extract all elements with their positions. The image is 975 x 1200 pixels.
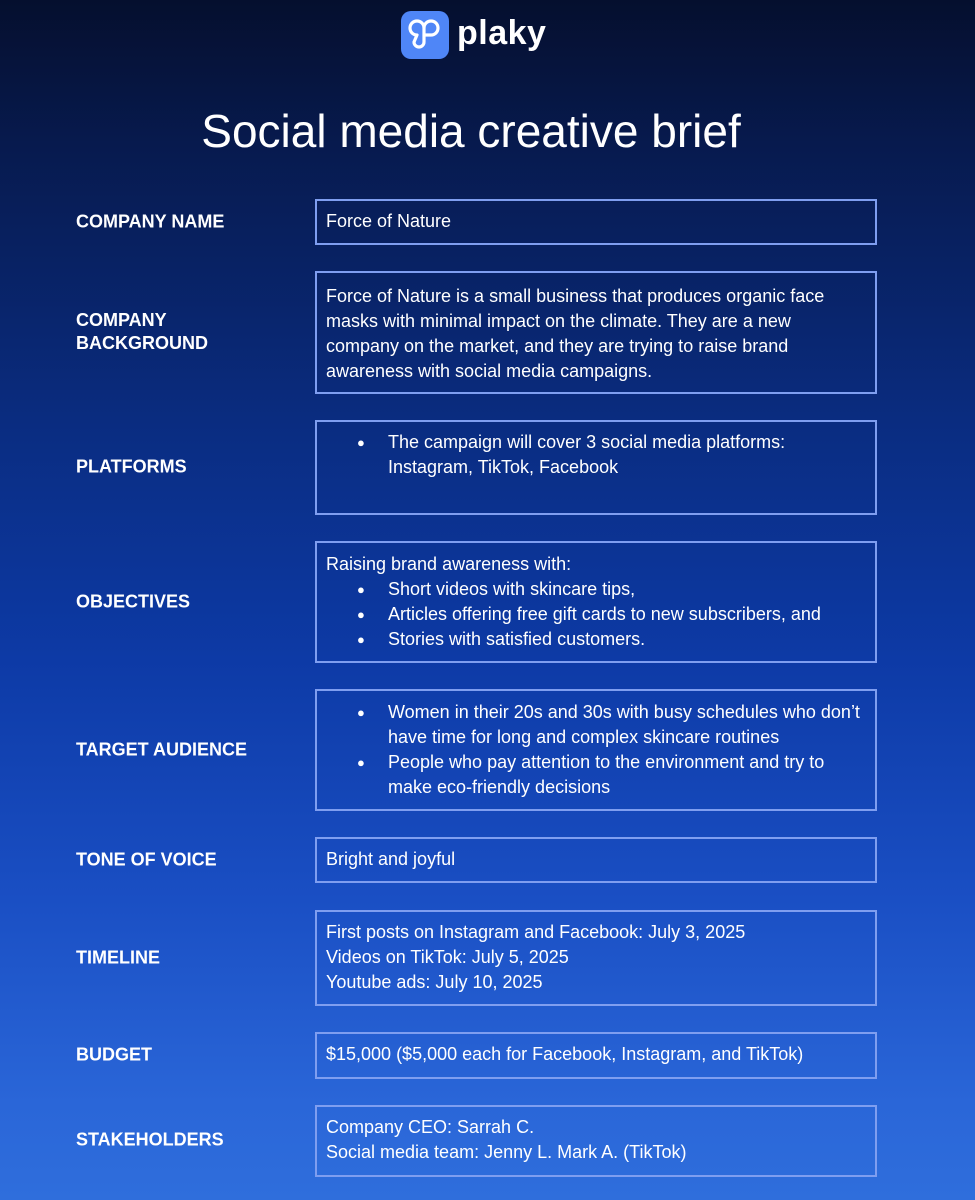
timeline-line: First posts on Instagram and Facebook: July 3, 2025 — [326, 922, 746, 942]
timeline-line: Youtube ads: July 10, 2025 — [326, 972, 543, 992]
bullet-list — [326, 577, 866, 652]
bullet-item: ● Articles offering free gift cards to new subscribers, and — [326, 602, 866, 627]
field-value-box[interactable] — [315, 271, 877, 394]
field-label: STAKEHOLDERS — [76, 1129, 224, 1150]
timeline-line: Videos on TikTok: July 5, 2025 — [326, 947, 569, 967]
field-label: OBJECTIVES — [76, 591, 191, 612]
bullet-item: ● Short videos with skincare tips, — [326, 577, 866, 602]
field-value-box[interactable] — [315, 910, 877, 1006]
field-label: COMPANY BACKGROUND — [76, 310, 208, 353]
field-intro: Raising brand awareness with: — [326, 554, 572, 574]
bullet-item: ● Women in their 20s and 30s with busy schedules who don’t have time for long and complex skincare routines — [326, 700, 866, 750]
field-value-box[interactable] — [315, 199, 877, 245]
field-label: TIMELINE — [76, 947, 160, 968]
field-value: Force of Nature is a small business that produces organic face masks with minimal impact on the climate. They are a new company on the market, and they are trying to raise brand awareness with social media campaigns. — [326, 286, 825, 381]
field-value-box[interactable] — [315, 1032, 877, 1079]
field-label: TONE OF VOICE — [76, 849, 217, 870]
bullet-item: ● Stories with satisfied customers. — [326, 627, 866, 652]
stakeholder-line: Social media team: Jenny L. Mark A. (TikTok) — [326, 1142, 687, 1162]
bullet-list — [326, 430, 866, 480]
field-label: PLATFORMS — [76, 456, 187, 477]
field-value-box[interactable] — [315, 837, 877, 883]
plaky-logo-icon — [401, 11, 449, 59]
field-value-box[interactable] — [315, 420, 877, 515]
field-value-box[interactable] — [315, 541, 877, 663]
field-value: Force of Nature — [326, 211, 452, 231]
stakeholder-line: Company CEO: Sarrah C. — [326, 1117, 535, 1137]
field-value-box[interactable] — [315, 1105, 877, 1177]
field-label: TARGET AUDIENCE — [76, 739, 247, 760]
field-value-box[interactable] — [315, 689, 877, 811]
brand-logo — [401, 11, 546, 59]
field-value: $15,000 ($5,000 each for Facebook, Instagram, and TikTok) — [326, 1044, 804, 1064]
page-title: Social media creative brief — [201, 105, 741, 157]
bullet-list — [326, 700, 866, 800]
field-label: COMPANY NAME — [76, 211, 225, 232]
bullet-item: ● People who pay attention to the environment and try to make eco-friendly decisions — [326, 750, 866, 800]
field-value: Bright and joyful — [326, 849, 456, 869]
bullet-item: ● The campaign will cover 3 social media platforms: Instagram, TikTok, Facebook — [326, 430, 866, 480]
brand-name: plaky — [457, 14, 547, 52]
field-label: BUDGET — [76, 1044, 152, 1065]
